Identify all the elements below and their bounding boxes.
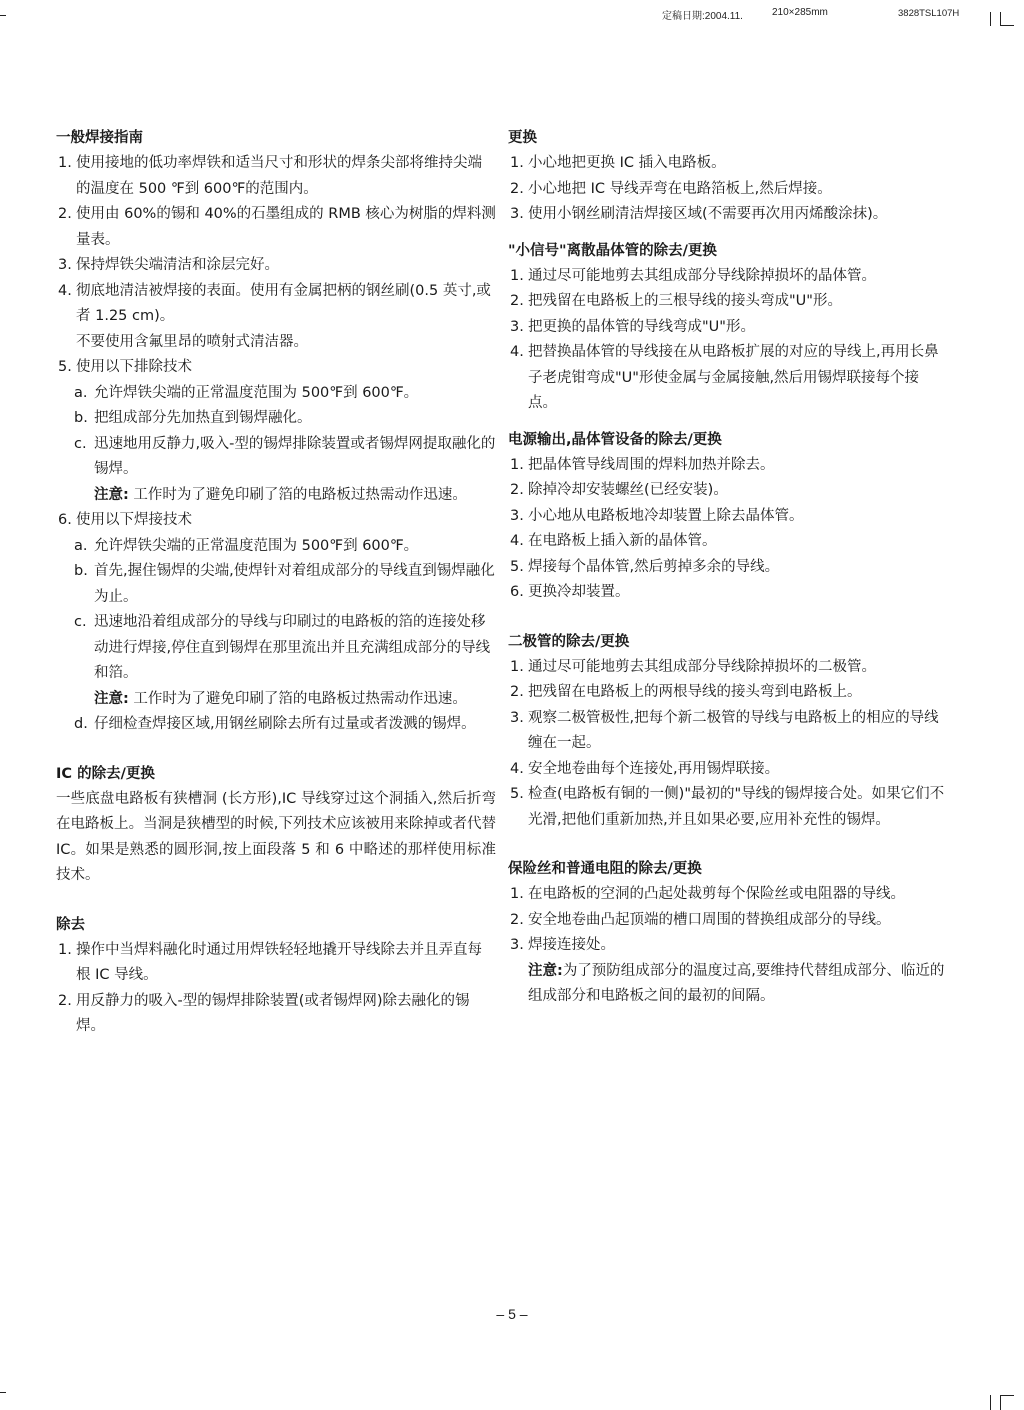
list-item: 1. 使用接地的低功率焊铁和适当尺寸和形状的焊条尖部将维持尖端的温度在 500 ℉到 600℉的范围内。 xyxy=(58,155,482,197)
sub-item: c. 迅速地用反静力,吸入-型的锡焊排除装置或者锡焊网提取融化的锡焊。 xyxy=(74,435,496,477)
list-item: 4. 彻底地清洁被焊接的表面。使用有金属把柄的钢丝刷(0.5 英寸,或者 1.25 cm)。 xyxy=(58,282,491,324)
crop-mark xyxy=(990,12,991,26)
list-item: 2. 把残留在电路板上的三根导线的接头弯成"U"形。 xyxy=(510,293,842,309)
list-item: 2. 使用由 60%的锡和 40%的石墨组成的 RMB 核心为树脂的焊料测量表。 xyxy=(58,206,496,248)
page-number: – 5 – xyxy=(496,1306,528,1322)
crop-mark xyxy=(1000,25,1014,26)
section-power-transistor xyxy=(508,428,946,606)
crop-mark xyxy=(0,1392,6,1393)
sub-item: a. 允许焊铁尖端的正常温度范围为 500℉到 600℉。 xyxy=(74,537,419,554)
sub-item: c. 迅速地沿着组成部分的导线与印刷过的电路板的箔的连接处移动进行焊接,停住直到锡焊在那里流出并且充满组成部分的导线和箔。 xyxy=(74,614,491,681)
section-title: 保险丝和普通电阻的除去/更换 xyxy=(508,861,702,877)
list-item: 2. 用反静力的吸入-型的锡焊排除装置(或者锡焊网)除去融化的锡焊。 xyxy=(58,992,470,1034)
right-column xyxy=(508,126,946,1010)
crop-mark xyxy=(1000,1395,1014,1396)
list-item: 3. 保持焊铁尖端清洁和涂层完好。 xyxy=(58,257,279,273)
crop-mark xyxy=(1000,12,1001,26)
list-item: 6. 使用以下焊接技术 xyxy=(58,512,192,528)
item-note: 不要使用含氟里昂的喷射式清洁器。 xyxy=(76,333,308,350)
paragraph: 一些底盘电路板有狭槽洞 (长方形),IC 导线穿过这个洞插入,然后折弯在电路板上。当洞是狭槽型的时候,下列技术应该被用来除掉或者代替 IC。如果是熟悉的圆形洞,按上面段落 5 和 6 中略述的那样使用标准技术。 xyxy=(56,790,496,883)
list-item: 2. 小心地把 IC 导线弄弯在电路箔板上,然后焊接。 xyxy=(510,180,832,197)
note: 注意:为了预防组成部分的温度过高,要维持代替组成部分、临近的组成部分和电路板之间的最初的间隔。 xyxy=(528,962,945,1004)
section-diode xyxy=(508,630,946,834)
list-item: 3. 焊接连接处。 xyxy=(510,937,615,953)
left-column xyxy=(56,126,496,1040)
sub-item: a. 允许焊铁尖端的正常温度范围为 500℉到 600℉。 xyxy=(74,384,419,401)
list-item: 1. 把晶体管导线周围的焊料加热并除去。 xyxy=(510,456,775,473)
list-item: 4. 安全地卷曲每个连接处,再用锡焊联接。 xyxy=(510,760,780,777)
list-item: 3. 把更换的晶体管的导线弯成"U"形。 xyxy=(510,318,755,335)
note: 注意: 工作时为了避免印刷了箔的电路板过热需动作迅速。 xyxy=(94,690,467,707)
header-date: 定稿日期:2004.11. xyxy=(662,11,743,22)
section-small-signal-transistor xyxy=(508,239,946,417)
list-item: 1. 操作中当焊料融化时通过用焊铁轻轻地撬开导线除去并且弄直每根 IC 导线。 xyxy=(58,941,482,983)
list-item: 6. 更换冷却装置。 xyxy=(510,584,630,600)
list-item: 1. 在电路板的空洞的凸起处裁剪每个保险丝或电阻器的导线。 xyxy=(510,886,905,902)
section-ic-removal xyxy=(56,762,496,889)
list-item: 3. 观察二极管极性,把每个新二极管的导线与电路板上的相应的导线缠在一起。 xyxy=(510,709,939,751)
section-title: 二极管的除去/更换 xyxy=(508,633,630,650)
sub-item: b. 首先,握住锡焊的尖端,使焊针对着组成部分的导线直到锡焊融化为止。 xyxy=(74,563,495,605)
list-item: 1. 通过尽可能地剪去其组成部分导线除掉损坏的晶体管。 xyxy=(510,267,876,284)
section-replace xyxy=(508,126,946,228)
list-item: 1. 小心地把更换 IC 插入电路板。 xyxy=(510,155,726,171)
crop-mark xyxy=(1000,1395,1001,1410)
section-removal xyxy=(56,913,496,1040)
list-item: 2. 安全地卷曲凸起顶端的槽口周围的替换组成部分的导线。 xyxy=(510,911,891,928)
header-code: 3828TSL107H xyxy=(898,8,960,19)
list-item: 3. 使用小钢丝刷清洁焊接区域(不需要再次用丙烯酸涂抹)。 xyxy=(510,206,888,222)
list-item: 4. 在电路板上插入新的晶体管。 xyxy=(510,533,717,549)
section-title: 电源输出,晶体管设备的除去/更换 xyxy=(508,431,722,448)
sub-item: d. 仔细检查焊接区域,用钢丝刷除去所有过量或者泼溅的锡焊。 xyxy=(74,716,476,732)
crop-mark xyxy=(0,15,6,16)
section-fuse-resistor xyxy=(508,857,946,1010)
section-title: "小信号"离散晶体管的除去/更换 xyxy=(508,242,717,259)
section-title: 一般焊接指南 xyxy=(56,130,143,146)
header-size: 210×285mm xyxy=(772,7,828,18)
section-title: 更换 xyxy=(508,130,537,146)
section-general-soldering xyxy=(56,126,496,738)
list-item: 5. 焊接每个晶体管,然后剪掉多余的导线。 xyxy=(510,558,780,575)
list-item: 5. 检查(电路板有铜的一侧)"最初的"导线的锡焊接合处。如果它们不光滑,把他们重新加热,并且如果必要,应用补充性的锡焊。 xyxy=(510,786,945,828)
section-title: IC 的除去/更换 xyxy=(56,765,155,782)
list-item: 1. 通过尽可能地剪去其组成部分导线除掉损坏的二极管。 xyxy=(510,658,876,675)
crop-mark xyxy=(990,1395,991,1410)
sub-item: b. 把组成部分先加热直到锡焊融化。 xyxy=(74,410,312,426)
list-item: 2. 除掉冷却安装螺丝(已经安装)。 xyxy=(510,482,728,498)
section-title: 除去 xyxy=(56,916,85,933)
page-header xyxy=(0,4,1024,24)
list-item: 3. 小心地从电路板地冷却装置上除去晶体管。 xyxy=(510,507,804,524)
list-item: 5. 使用以下排除技术 xyxy=(58,359,192,375)
list-item: 2. 把残留在电路板上的两根导线的接头弯到电路板上。 xyxy=(510,684,862,700)
list-item: 4. 把替换晶体管的导线接在从电路板扩展的对应的导线上,再用长鼻子老虎钳弯成"U"形使金属与金属接触,然后用锡焊联接每个接点。 xyxy=(510,344,939,411)
note: 注意: 工作时为了避免印刷了箔的电路板过热需动作迅速。 xyxy=(94,486,467,503)
